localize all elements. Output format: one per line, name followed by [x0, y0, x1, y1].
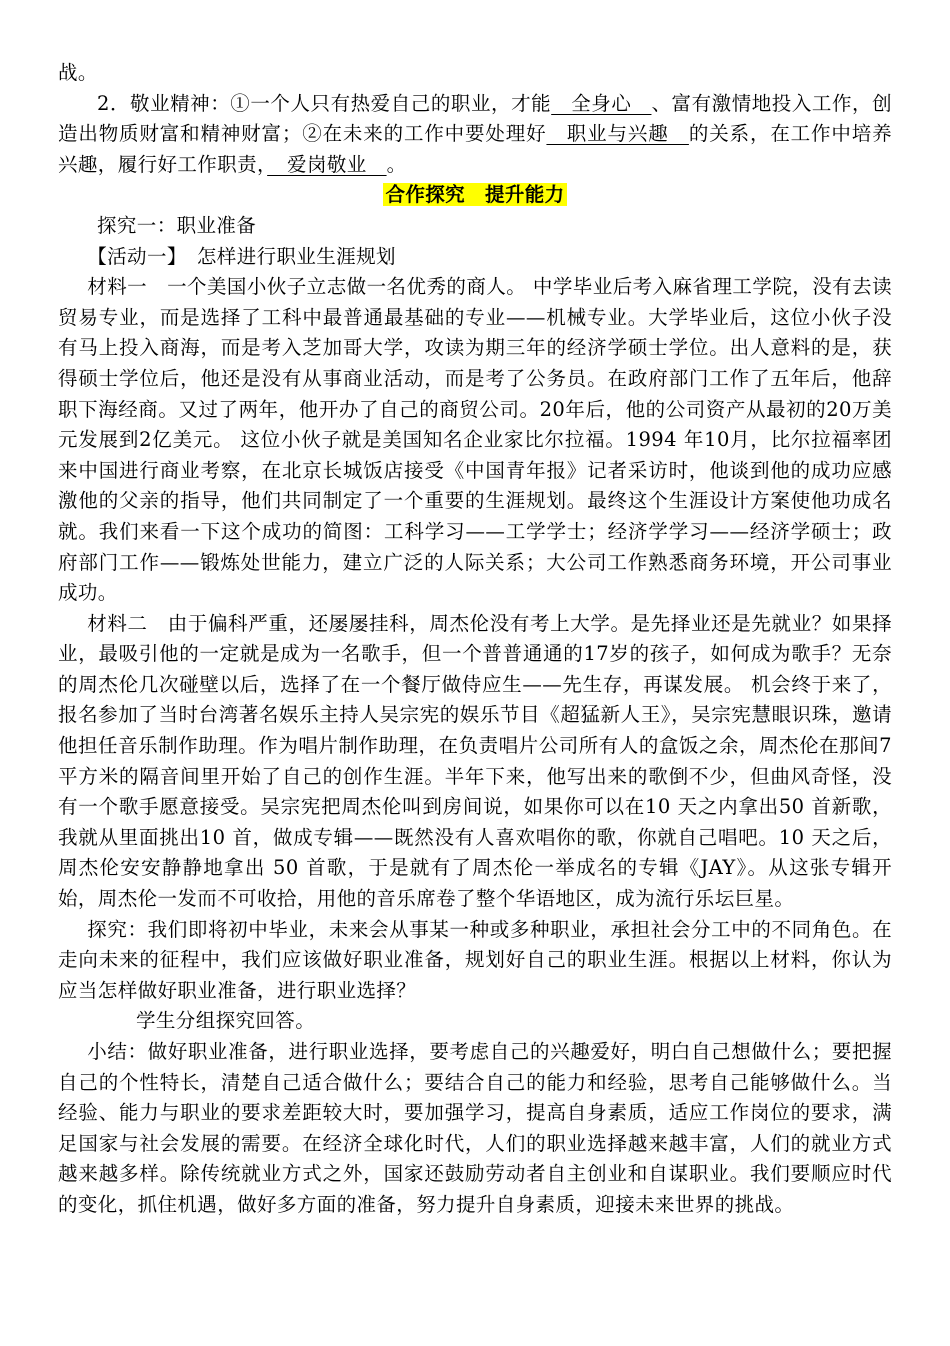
fill-blank-2: 职业与兴趣 — [546, 122, 689, 146]
explore-1-title: 探究一：职业准备 — [97, 213, 257, 237]
material-2-paragraph: 材料二 由于偏科严重，还屡屡挂科，周杰伦没有考上大学。是先择业还是先就业？如果择业，最吸引他的一定就是成为一名歌手，但一个普普通通的17岁的孩子，如何成为歌手？无奈的周杰伦几次碰壁以后，选择了在一个餐厅做侍应生——先生存，再谋发展。 机会终于来了，报名参加了当时台湾著名娱乐主持人吴宗宪的娱乐节目《超猛新人王》，吴宗宪慧眼识珠，邀请他担任音乐制作助理。作为唱片制作助理，在负责唱片公司所有人的盒饭之余，周杰伦在那间7平方米的隔音间里开始了自己的创作生涯。半年下来，他写出来的歌倒不少，但曲风奇怪，没有一个歌手愿意接受。吴宗宪把周杰伦叫到房间说，如果你可以在10 天之内拿出50 首新歌，我就从里面挑出10 首，做成专辑——既然没有人喜欢唱你的歌，你就自己唱吧。10 天之后，周杰伦安安静静地拿出 50 首歌，于是就有了周杰伦一举成名的专辑《JAY》。从这张专辑开始，周杰伦一发而不可收拾，用他的音乐席卷了整个华语地区，成为流行乐坛巨星。 — [58, 611, 892, 911]
document-page — [58, 58, 892, 1221]
item-2-mid-1: 、富有激情地投入工作，创造出物质财富和精神财富；②在未来的工作中要处理好 — [58, 91, 892, 146]
section-heading-wrap — [58, 180, 892, 211]
intro-tail: 战。 — [58, 61, 98, 84]
item-2-mid-2: 的关系，在工作中培养兴趣，履行好工作职责， — [58, 122, 892, 176]
fill-blank-3: 爱岗敬业 — [267, 152, 387, 176]
summary-paragraph: 小结：做好职业准备，进行职业选择，要考虑自己的兴趣爱好，明白自己想做什么；要把握自己的个性特长，清楚自己适合做什么；要结合自己的能力和经验，思考自己能够做什么。当经验、能力与职业的要求差距较大时，要加强学习，提高自身素质，适应工作岗位的要求，满足国家与社会发展的需要。在经济全球化时代，人们的职业选择越来越丰富，人们的就业方式越来越多样。除传统就业方式之外，国家还鼓励劳动者自主创业和自谋职业。我们要顺应时代的变化，抓住机遇，做好多方面的准备，努力提升自身素质，迎接未来世界的挑战。 — [58, 1040, 892, 1216]
activity-1-title: 【活动一】 怎样进行职业生涯规划 — [87, 244, 396, 268]
item-2-paragraph — [58, 89, 892, 181]
item-2-prefix: 2．敬业精神：①一个人只有热爱自己的职业，才能 — [97, 91, 552, 115]
inquiry-paragraph: 探究：我们即将初中毕业，未来会从事某一种或多种职业，承担社会分工中的不同角色。在走向未来的征程中，我们应该做好职业准备，规划好自己的职业生涯。根据以上材料，你认为应当怎样做好职业准备，进行职业选择？ — [58, 917, 892, 1002]
item-2-suffix: 。 — [386, 152, 407, 176]
material-1-paragraph: 材料一 一个美国小伙子立志做一名优秀的商人。 中学毕业后考入麻省理工学院，没有去读贸易专业，而是选择了工科中最普通最基础的专业——机械专业。大学毕业后，这位小伙子没有马上投入商海，而是考入芝加哥大学，攻读为期三年的经济学硕士学位。出人意料的是，获得硕士学位后，他还是没有从事商业活动，而是考了公务员。在政府部门工作了五年后，他辞职下海经商。又过了两年，他开办了自己的商贸公司。20年后，他的公司资产从最初的20万美元发展到2亿美元。 这位小伙子就是美国知名企业家比尔拉福。1994 年10月，比尔拉福率团来中国进行商业考察，在北京长城饭店接受《中国青年报》记者采访时，他谈到他的成功应感激他的父亲的指导，他们共同制定了一个重要的生涯规划。最终这个生涯设计方案使他功成名就。我们来看一下这个成功的简图：工科学习——工学学士；经济学学习——经济学硕士；政府部门工作——锻炼处世能力，建立广泛的人际关系；大公司工作熟悉商务环境，开公司事业成功。 — [58, 275, 892, 605]
fill-blank-1: 全身心 — [551, 91, 652, 115]
section-heading: 合作探究 提升能力 — [385, 183, 565, 207]
group-answer: 学生分组探究回答。 — [136, 1009, 316, 1033]
